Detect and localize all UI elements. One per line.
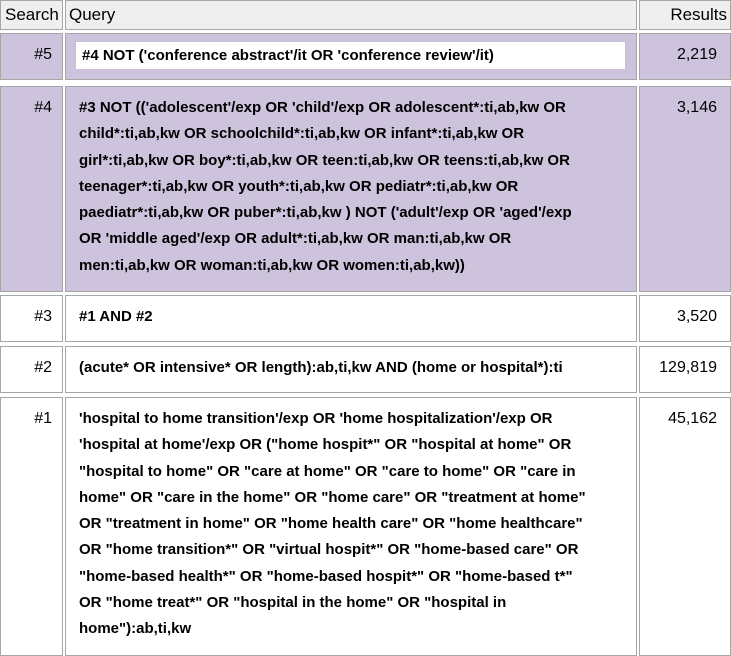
row-4-results bbox=[639, 86, 731, 292]
header-search bbox=[0, 0, 63, 30]
row-4-query: #3 NOT (('adolescent'/exp OR 'child'/exp OR adolescent*:ti,ab,kw OR child*:ti,ab,kw OR schoolchild*:ti,ab,kw OR infant*:ti,ab,kw OR girl*:ti,ab,kw OR boy*:ti,ab,kw OR teen:ti,ab,kw OR teens:ti,ab,kw OR teenager*:ti,ab,kw OR youth*:ti,ab,kw OR pediatr*:ti,ab,kw OR paediatr*:ti,ab,kw OR puber*:ti,ab,kw ) NOT ('adult'/exp OR 'aged'/exp OR 'middle aged'/exp OR adult*:ti,ab,kw OR man:ti,ab,kw OR men:ti,ab,kw OR woman:ti,ab,kw OR women:ti,ab,kw)) bbox=[65, 86, 637, 292]
search-number: #3 bbox=[34, 308, 52, 325]
row-2-results bbox=[639, 346, 731, 393]
search-number: #4 bbox=[34, 99, 52, 116]
row-2-search bbox=[0, 346, 63, 393]
results-count: 129,819 bbox=[659, 359, 717, 376]
row-3-query: #1 AND #2 bbox=[65, 295, 637, 342]
header-query-label: Query bbox=[69, 5, 116, 24]
row-5-results bbox=[639, 33, 731, 80]
row-1-search bbox=[0, 397, 63, 656]
row-5-query-box bbox=[75, 41, 626, 70]
search-number: #2 bbox=[34, 359, 52, 376]
row-1-query: 'hospital to home transition'/exp OR 'home hospitalization'/exp OR 'hospital at home'/exp OR ("home hospit*" OR "hospital at home" OR "hospital to home" OR "care at home" OR "care to home" OR "care in home" OR "care in the home" OR "home care" OR "treatment at home" OR "treatment in home" OR "home health care" OR "home healthcare" OR "home transition*" OR "virtual hospit*" OR "home-based care" OR "home-based health*" OR "home-based hospit*" OR "home-based t*" OR "home treat*" OR "hospital in the home" OR "hospital in home"):ab,ti,kw bbox=[65, 397, 637, 656]
row-1-results bbox=[639, 397, 731, 656]
header-results bbox=[639, 0, 731, 30]
results-count: 3,146 bbox=[676, 99, 717, 116]
results-count: 3,520 bbox=[676, 308, 717, 325]
row-3-search bbox=[0, 295, 63, 342]
results-count: 45,162 bbox=[668, 410, 717, 427]
header-query bbox=[65, 0, 637, 30]
row-4-search bbox=[0, 86, 63, 292]
header-results-label: Results bbox=[670, 5, 727, 24]
row-5-search bbox=[0, 33, 63, 80]
row-3-results bbox=[639, 295, 731, 342]
row-2-query: (acute* OR intensive* OR length):ab,ti,kw AND (home or hospital*):ti bbox=[65, 346, 637, 393]
row-5-query: #4 NOT ('conference abstract'/it OR 'conference review'/it) bbox=[82, 47, 494, 64]
search-number: #5 bbox=[34, 46, 52, 63]
search-number: #1 bbox=[34, 410, 52, 427]
results-count: 2,219 bbox=[676, 46, 717, 63]
header-search-label: Search bbox=[5, 5, 59, 24]
